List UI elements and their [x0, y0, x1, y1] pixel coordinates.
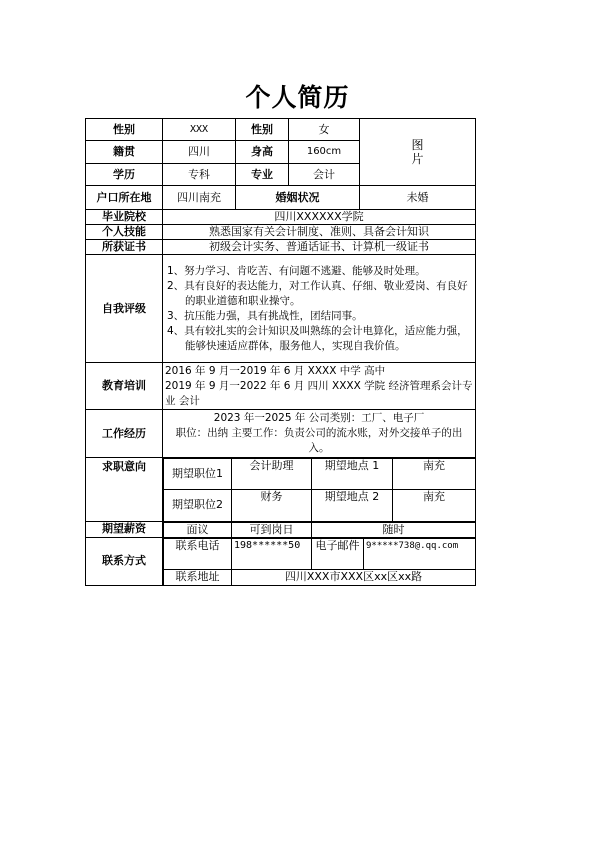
value-gender: 女 [289, 119, 360, 141]
value-name: XXX [163, 119, 236, 141]
value-major: 会计 [289, 164, 360, 186]
label-job-intent: 求职意向 [86, 458, 163, 522]
value-certificates: 初级会计实务、普通话证书、计算机一级证书 [163, 240, 476, 255]
value-height: 160cm [289, 141, 360, 164]
label-height: 身高 [236, 141, 289, 164]
resume-table [85, 118, 476, 586]
label-start-date: 可到岗日 [232, 522, 312, 537]
label-self-evaluation: 自我评级 [86, 255, 163, 363]
page-title: 个人简历 [245, 83, 350, 112]
label-gender: 性别 [236, 119, 289, 141]
salary-row [163, 521, 476, 538]
photo-placeholder: 图 片 [360, 119, 476, 186]
job-intent-table [163, 458, 475, 521]
contact-table [163, 538, 475, 585]
label-contact: 联系方式 [86, 538, 163, 586]
value-position-2: 财务 [232, 490, 312, 521]
self-eval-item: 2、具有良好的表达能力，对工作认真、仔细、敬业爱岗、有良好的职业道德和职业操守。 [167, 279, 468, 307]
value-education: 专科 [163, 164, 236, 186]
label-position-1: 期望职位1 [164, 459, 232, 490]
job-intent-grid [163, 458, 476, 522]
label-salary: 期望薪资 [86, 521, 163, 538]
value-marital: 未婚 [360, 186, 476, 210]
label-hukou: 户口所在地 [86, 186, 163, 210]
value-salary: 面议 [164, 522, 232, 537]
label-phone: 联系电话 [164, 539, 232, 570]
value-position-1: 会计助理 [232, 459, 312, 490]
education-line: 2016 年 9 月一2019 年 6 月 XXXX 中学 高中 [165, 364, 386, 377]
value-school: 四川XXXXXX学院 [163, 210, 476, 225]
label-certificates: 所获证书 [86, 240, 163, 255]
work-line: 职位：出纳 主要工作：负责公司的流水账，对外交接单子的出入。 [175, 427, 463, 454]
education-line: 2019 年 9 月一2022 年 6 月 四川 XXXX 学院 经济管理系会计专业 会计 [165, 379, 473, 407]
value-address: 四川XXX市XXX区xx区xx路 [232, 570, 476, 585]
label-hometown: 籍贯 [86, 141, 163, 164]
value-skills: 熟悉国家有关会计制度、准则、具备会计知识 [163, 225, 476, 240]
label-marital: 婚姻状况 [236, 186, 360, 210]
value-location-1: 南充 [393, 459, 476, 490]
label-location-2: 期望地点 2 [312, 490, 393, 521]
label-gender-1: 性别 [86, 119, 163, 141]
label-position-2: 期望职位2 [164, 490, 232, 521]
self-eval-item: 1、努力学习、肯吃苦、有问题不逃避、能够及时处理。 [167, 264, 426, 277]
value-location-2: 南充 [393, 490, 476, 521]
value-hukou: 四川南充 [163, 186, 236, 210]
label-education: 学历 [86, 164, 163, 186]
label-location-1: 期望地点 1 [312, 459, 393, 490]
work-line: 2023 年一2025 年 公司类别：工厂、电子厂 [213, 412, 425, 424]
contact-grid [163, 538, 476, 586]
value-start-date: 随时 [312, 522, 476, 537]
label-major: 专业 [236, 164, 289, 186]
label-work-experience: 工作经历 [86, 410, 163, 458]
label-education-history: 教育培训 [86, 363, 163, 410]
salary-table [163, 522, 475, 538]
label-email: 电子邮件 [312, 539, 364, 570]
education-history [163, 363, 476, 410]
label-address: 联系地址 [164, 570, 232, 585]
value-hometown: 四川 [163, 141, 236, 164]
value-phone: 198******50 [232, 539, 312, 570]
self-evaluation-list [163, 255, 476, 363]
value-email: 9*****738@.qq.com [364, 539, 476, 570]
label-school: 毕业院校 [86, 210, 163, 225]
work-experience [163, 410, 476, 458]
self-eval-item: 3、抗压能力强，具有挑战性，团结同事。 [167, 309, 363, 322]
self-eval-item: 4、具有较扎实的会计知识及叫熟练的会计电算化，适应能力强，能够快速适应群体，服务他人，实现自我价值。 [167, 324, 468, 352]
label-skills: 个人技能 [86, 225, 163, 240]
